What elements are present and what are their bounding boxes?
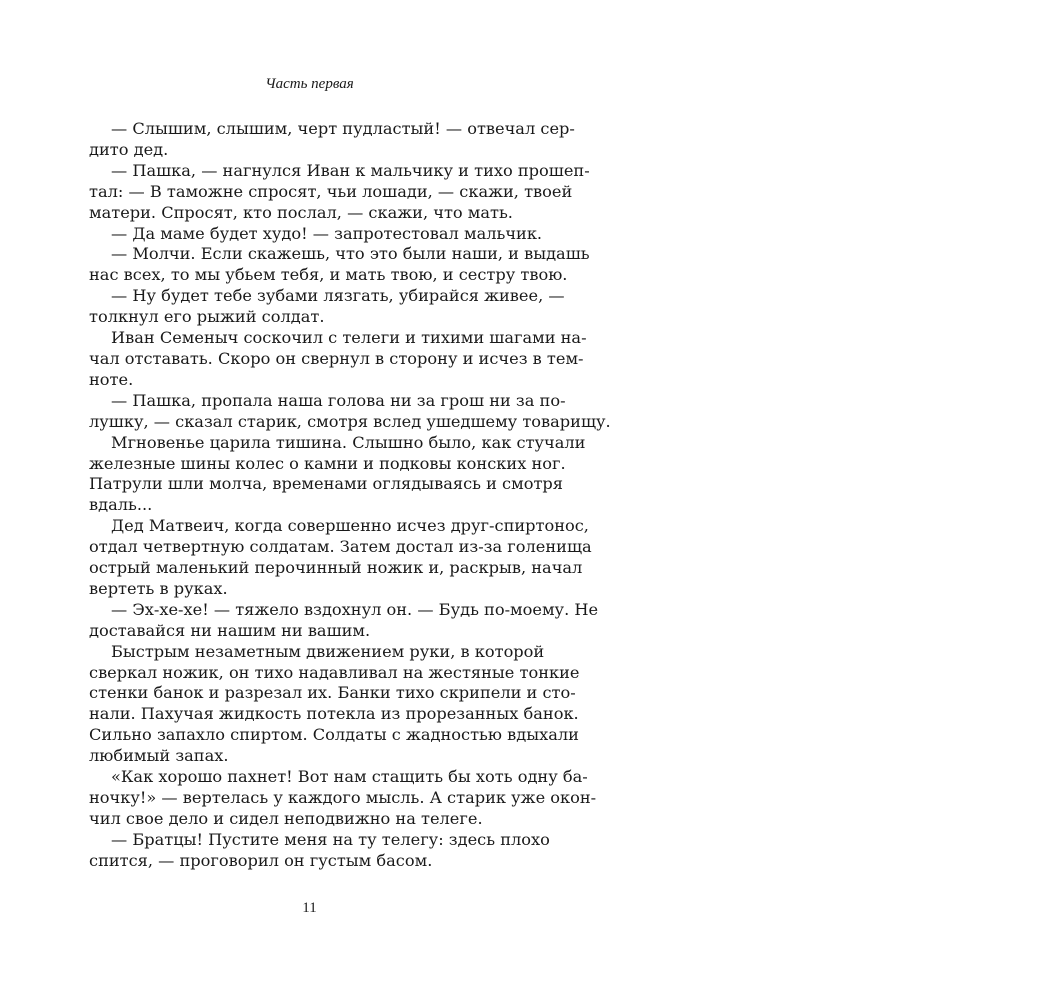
text-line: — Слышим, слышим, черт пудластый! — отвечал сер- <box>111 119 575 138</box>
text-line: любимый запах. <box>89 746 229 766</box>
text-line: тал: — В таможне спросят, чьи лошади, — скажи, твоей <box>89 181 573 201</box>
text-line: Дед Матвеич, когда совершенно исчез друг-спиртонос, <box>111 516 589 536</box>
text-line: лушку, — сказал старик, смотря вслед ушедшему товарищу. <box>89 411 611 431</box>
text-line: нали. Пахучая жидкость потекла из прорезанных банок. <box>89 704 579 724</box>
text-line: Иван Семеныч соскочил с телеги и тихими шагами на- <box>111 328 587 348</box>
text-line: Мгновенье царила тишина. Слышно было, как стучали <box>111 432 586 452</box>
text-line: спится, — проговорил он густым басом. <box>89 850 433 870</box>
text-line: сверкал ножик, он тихо надавливал на жестяные тонкие <box>89 662 580 682</box>
text-line: Быстрым незаметным движением руки, в которой <box>111 641 545 661</box>
text-line: дито дед. <box>89 139 169 159</box>
text-line: острый маленький перочинный ножик и, раскрыв, начал <box>89 558 583 578</box>
body-text <box>89 119 611 872</box>
text-line: толкнул его рыжий солдат. <box>89 307 325 327</box>
text-line: — Да маме будет худо! — запротестовал мальчик. <box>111 223 543 243</box>
text-line: «Как хорошо пахнет! Вот нам стащить бы хоть одну ба- <box>111 767 588 787</box>
text-line: — Эх-хе-хе! — тяжело вздохнул он. — Будь по-моему. Не <box>111 599 599 619</box>
text-line: — Пашка, пропала наша голова ни за грош ни за по- <box>111 390 566 410</box>
text-line: — Ну будет тебе зубами лязгать, убирайся живее, — <box>111 286 565 306</box>
text-line: — Пашка, — нагнулся Иван к мальчику и тихо прошеп- <box>111 160 590 180</box>
text-line: матери. Спросят, кто послал, — скажи, что мать. <box>89 202 513 222</box>
text-line: стенки банок и разрезал их. Банки тихо скрипели и сто- <box>89 683 576 703</box>
text-line: отдал четвертную солдатам. Затем достал из-за голенища <box>89 537 592 557</box>
text-line: ноте. <box>89 369 134 389</box>
page-number: 11 <box>302 900 317 916</box>
text-line: чал отставать. Скоро он свернул в сторону и исчез в тем- <box>89 348 584 368</box>
running-title: Часть первая <box>265 76 354 92</box>
text-line: вдаль... <box>89 495 153 515</box>
text-line: — Братцы! Пустите меня на ту телегу: здесь плохо <box>111 829 550 849</box>
text-line: Сильно запахло спиртом. Солдаты с жадностью вдыхали <box>89 725 579 745</box>
text-line: вертеть в руках. <box>89 578 228 598</box>
text-line: доставайся ни нашим ни вашим. <box>89 620 371 640</box>
text-line: — Молчи. Если скажешь, что это были наши, и выдашь <box>111 244 590 264</box>
text-line: ночку!» — вертелась у каждого мысль. А старик уже окон- <box>89 788 597 807</box>
text-line: Патрули шли молча, временами оглядываясь и смотря <box>89 474 563 494</box>
text-line: нас всех, то мы убьем тебя, и мать твою, и сестру твою. <box>89 265 568 285</box>
text-line: чил свое дело и сидел неподвижно на телеге. <box>89 808 483 828</box>
text-line: железные шины колес о камни и подковы конских ног. <box>89 453 566 473</box>
